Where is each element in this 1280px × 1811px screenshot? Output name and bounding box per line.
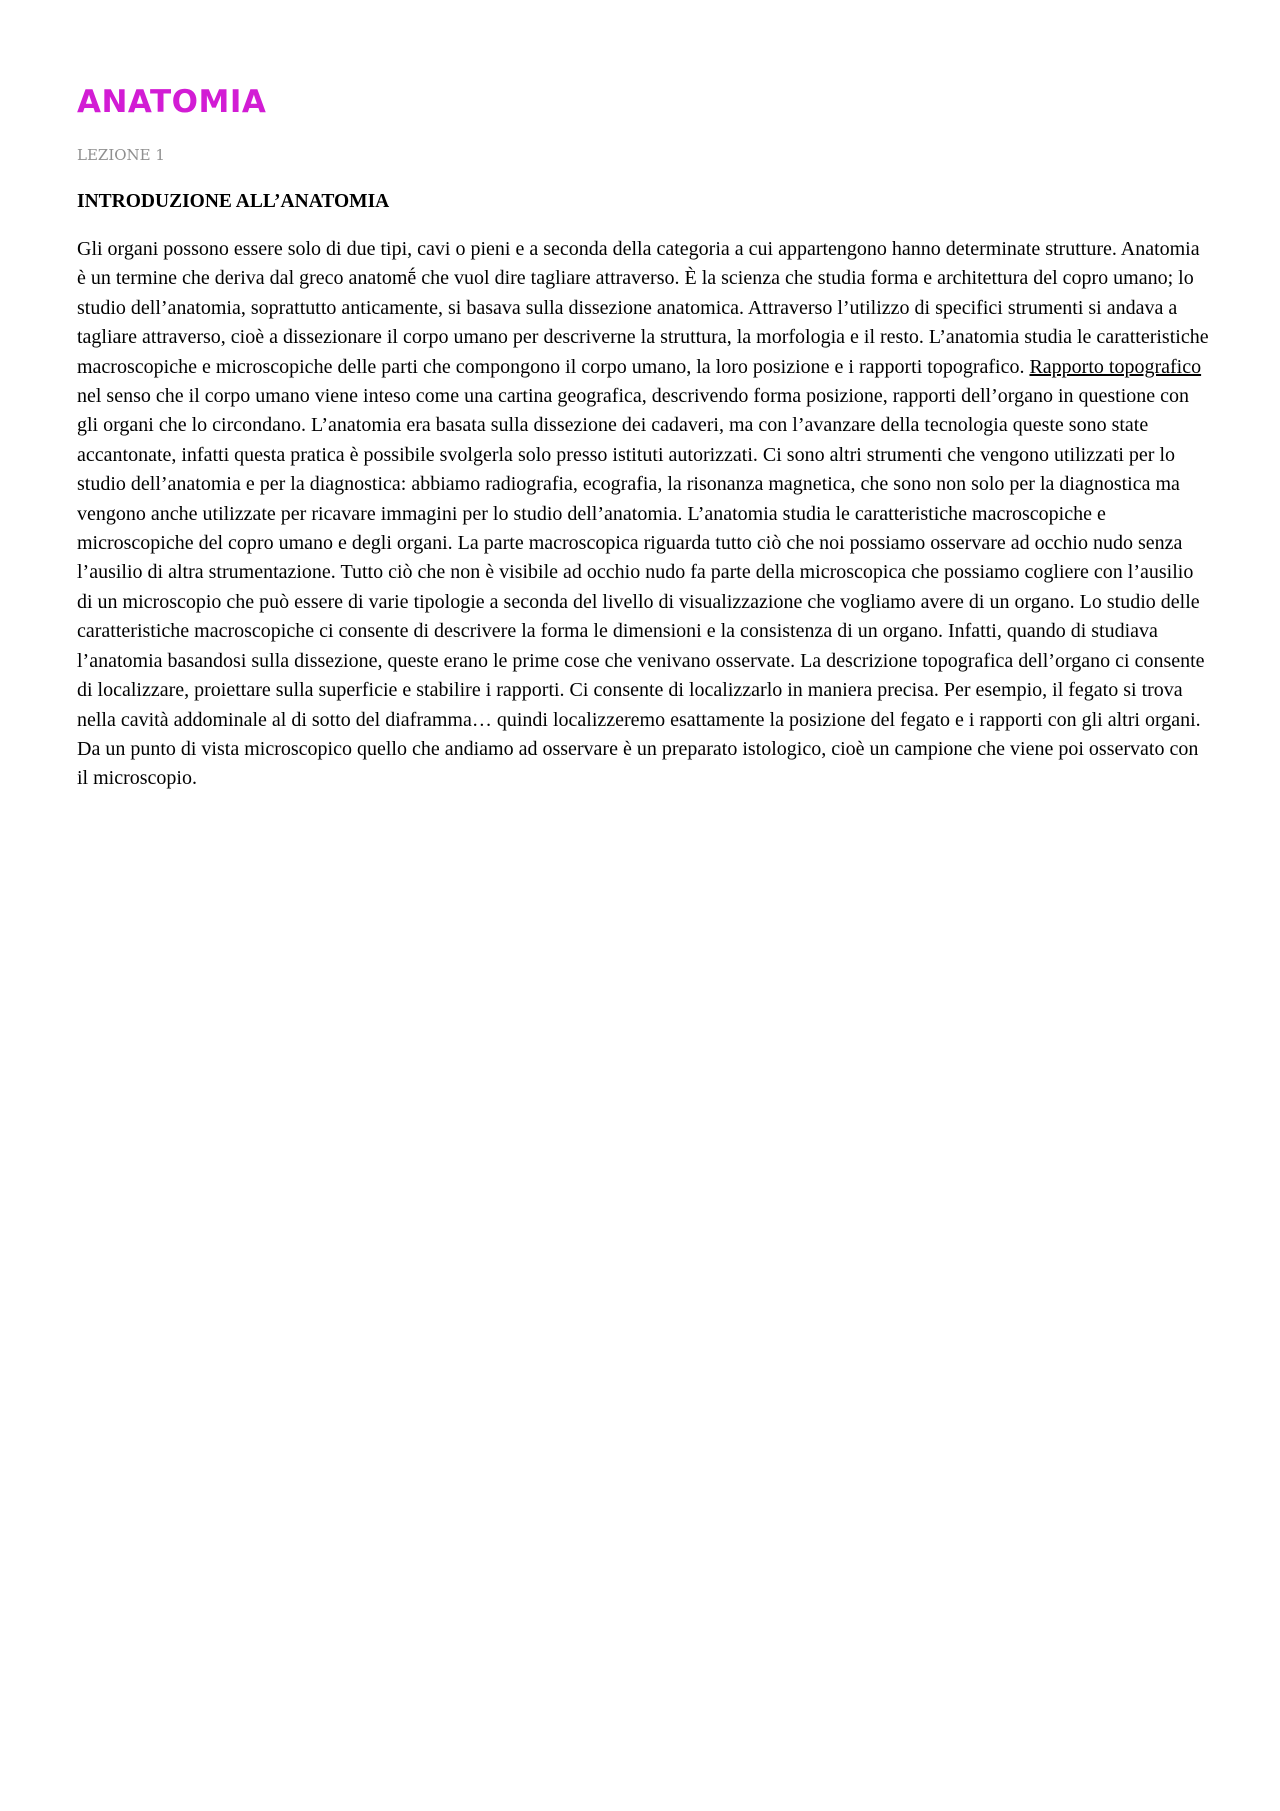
body-paragraph [77, 235, 1212, 794]
document-content [77, 84, 1212, 794]
underlined-term: Rapporto topografico [1029, 355, 1202, 378]
document-title: ANATOMIA [77, 84, 267, 120]
paragraph-text-part-2: nel senso che il corpo umano viene inteso come una cartina geografica, descrivendo forma posizione, rapporti dell’organo in questione con gli organi che lo circondano. L’anatomia era basata sulla dissezione dei cadaveri, ma con l’avanzare della tecnologia queste sono state accantonate, infatti questa pratica è possibile svolgerla solo presso istituti autorizzati. Ci sono altri strumenti che vengono utilizzati per lo studio dell’anatomia e per la diagnostica: abbiamo radiografia, ecografia, la risonanza magnetica, che sono non solo per la diagnostica ma vengono anche utilizzate per ricavare immagini per lo studio dell’anatomia. L’anatomia studia le caratteristiche macroscopiche e microscopiche del copro umano e degli organi. La parte macroscopica riguarda tutto ciò che noi possiamo osservare ad occhio nudo senza l’ausilio di altra strumentazione. Tutto ciò che non è visibile ad occhio nudo fa parte della microscopica che possiamo cogliere con l’ausilio di un microscopio che può essere di varie tipologie a seconda del livello di visualizzazione che vogliamo avere di un organo. Lo studio delle caratteristiche macroscopiche ci consente di descrivere la forma le dimensioni e la consistenza di un organo. Infatti, quando di studiava l’anatomia basandosi sulla dissezione, queste erano le prime cose che venivano osservate. La descrizione topografica dell’organo ci consente di localizzare, proiettare sulla superficie e stabilire i rapporti. Ci consente di localizzarlo in maniera precisa. Per esempio, il fegato si trova nella cavità addominale al di sotto del diaframma… quindi localizzeremo esattamente la posizione del fegato e i rapporti con gli altri organi. Da un punto di vista microscopico quello che andiamo ad osservare è un preparato istologico, cioè un campione che viene poi osservato con il microscopio. [77, 385, 1205, 790]
section-title: INTRODUZIONE ALL’ANATOMIA [77, 191, 390, 212]
lesson-label: LEZIONE 1 [77, 146, 165, 164]
paragraph-text-part-1: Gli organi possono essere solo di due tipi, cavi o pieni e a seconda della categoria a cui appartengono hanno determinate strutture. Anatomia è un termine che deriva dal greco anatomḗ che vuol dire tagliare attraverso. È la scienza che studia forma e architettura del copro umano; lo studio dell’anatomia, soprattutto anticamente, si basava sulla dissezione anatomica. Attraverso l’utilizzo di specifici strumenti si andava a tagliare attraverso, cioè a dissezionare il corpo umano per descriverne la struttura, la morfologia e il resto. L’anatomia studia le caratteristiche macroscopiche e microscopiche delle parti che compongono il corpo umano, la loro posizione e i rapporti topografico. [77, 238, 1209, 378]
